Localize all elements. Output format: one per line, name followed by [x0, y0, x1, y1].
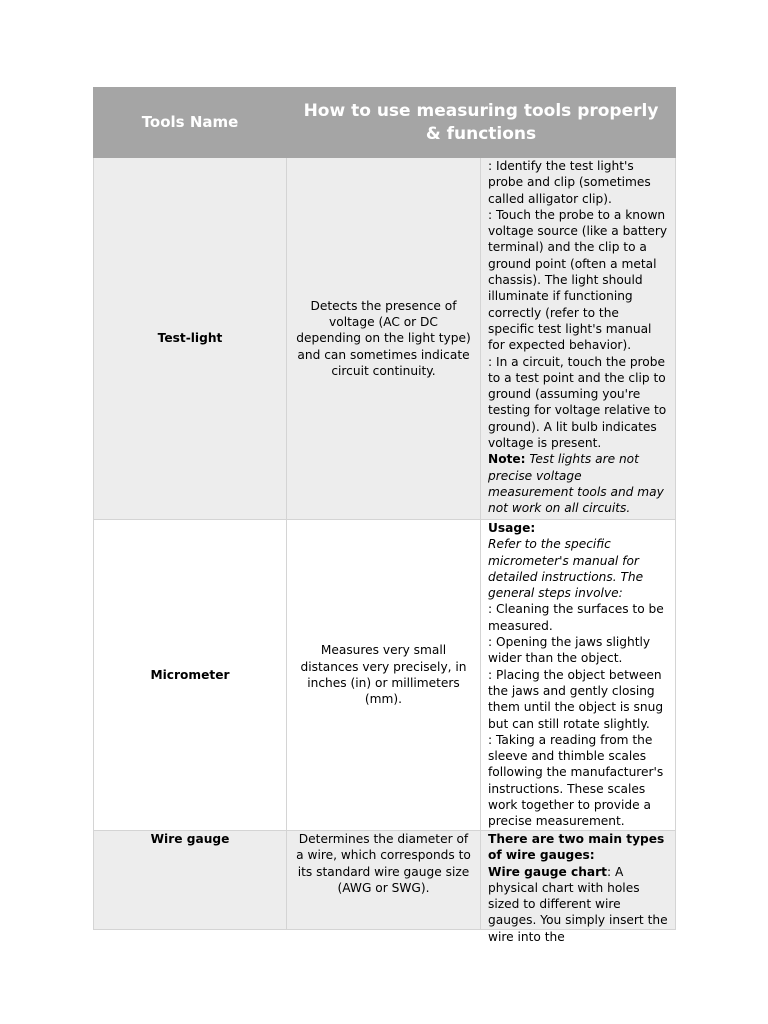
usage-step: : Taking a reading from the sleeve and thimble scales following the manufacturer's instructions. These scales work together to provide a precise measurement.: [488, 732, 664, 829]
usage-step: : Touch the probe to a known voltage source (like a battery terminal) and the clip to a ground point (often a metal chassis). The light should illuminate if functioning correctly (refer to the specific test light's manual for expected behavior).: [488, 207, 668, 353]
usage-intro-text: Refer to the specific micrometer's manual for detailed instructions. The general steps involve:: [488, 537, 644, 601]
chart-text: : A physical chart with holes sized to different wire gauges. You simply insert the wire into the: [488, 864, 668, 944]
usage-intro: [488, 536, 668, 601]
usage-label: [488, 520, 668, 536]
table-row: [94, 520, 676, 831]
tool-name: Test-light: [94, 158, 287, 520]
header-tools-name: Tools Name: [94, 88, 287, 158]
tool-description: Determines the diameter of a wire, which corresponds to its standard wire gauge size (AWG or SWG).: [287, 831, 481, 930]
usage-label-text: Usage:: [488, 521, 536, 535]
table-row: [94, 158, 676, 520]
tool-usage: [481, 520, 676, 831]
usage-step: : Placing the object between the jaws and gently closing them until the object is snug but can still rotate slightly.: [488, 667, 664, 731]
tool-usage: [481, 831, 676, 944]
tool-name: Wire gauge: [94, 831, 287, 930]
usage-clip: [488, 831, 668, 944]
usage-step: : Opening the jaws slightly wider than the object.: [488, 635, 651, 666]
usage-chart: [488, 864, 668, 945]
usage-step: : Identify the test light's probe and clip (sometimes called alligator clip).: [488, 159, 651, 206]
tool-name: Micrometer: [94, 520, 287, 831]
tool-usage: [481, 158, 676, 520]
note-text: Test lights are not precise voltage measurement tools and may not work on all circuits.: [488, 452, 664, 516]
tools-table: [93, 87, 676, 944]
header-usage-functions: How to use measuring tools properly & functions: [287, 88, 676, 158]
tool-description: Measures very small distances very precisely, in inches (in) or millimeters (mm).: [287, 520, 481, 831]
note-label: Note:: [488, 452, 526, 467]
table-header-row: [94, 88, 676, 158]
usage-step: : In a circuit, touch the probe to a test point and the clip to ground (assuming you're testing for voltage relative to ground). A lit bulb indicates voltage is present.: [488, 354, 667, 451]
usage-note: [488, 451, 668, 516]
usage-heading-text: There are two main types of wire gauges:: [488, 832, 665, 863]
tool-description: Detects the presence of voltage (AC or DC depending on the light type) and can sometimes indicate circuit continuity.: [287, 158, 481, 520]
chart-label: Wire gauge chart: [488, 864, 607, 879]
usage-heading: [488, 831, 668, 864]
table-row: [94, 831, 676, 930]
usage-step: : Cleaning the surfaces to be measured.: [488, 602, 664, 633]
